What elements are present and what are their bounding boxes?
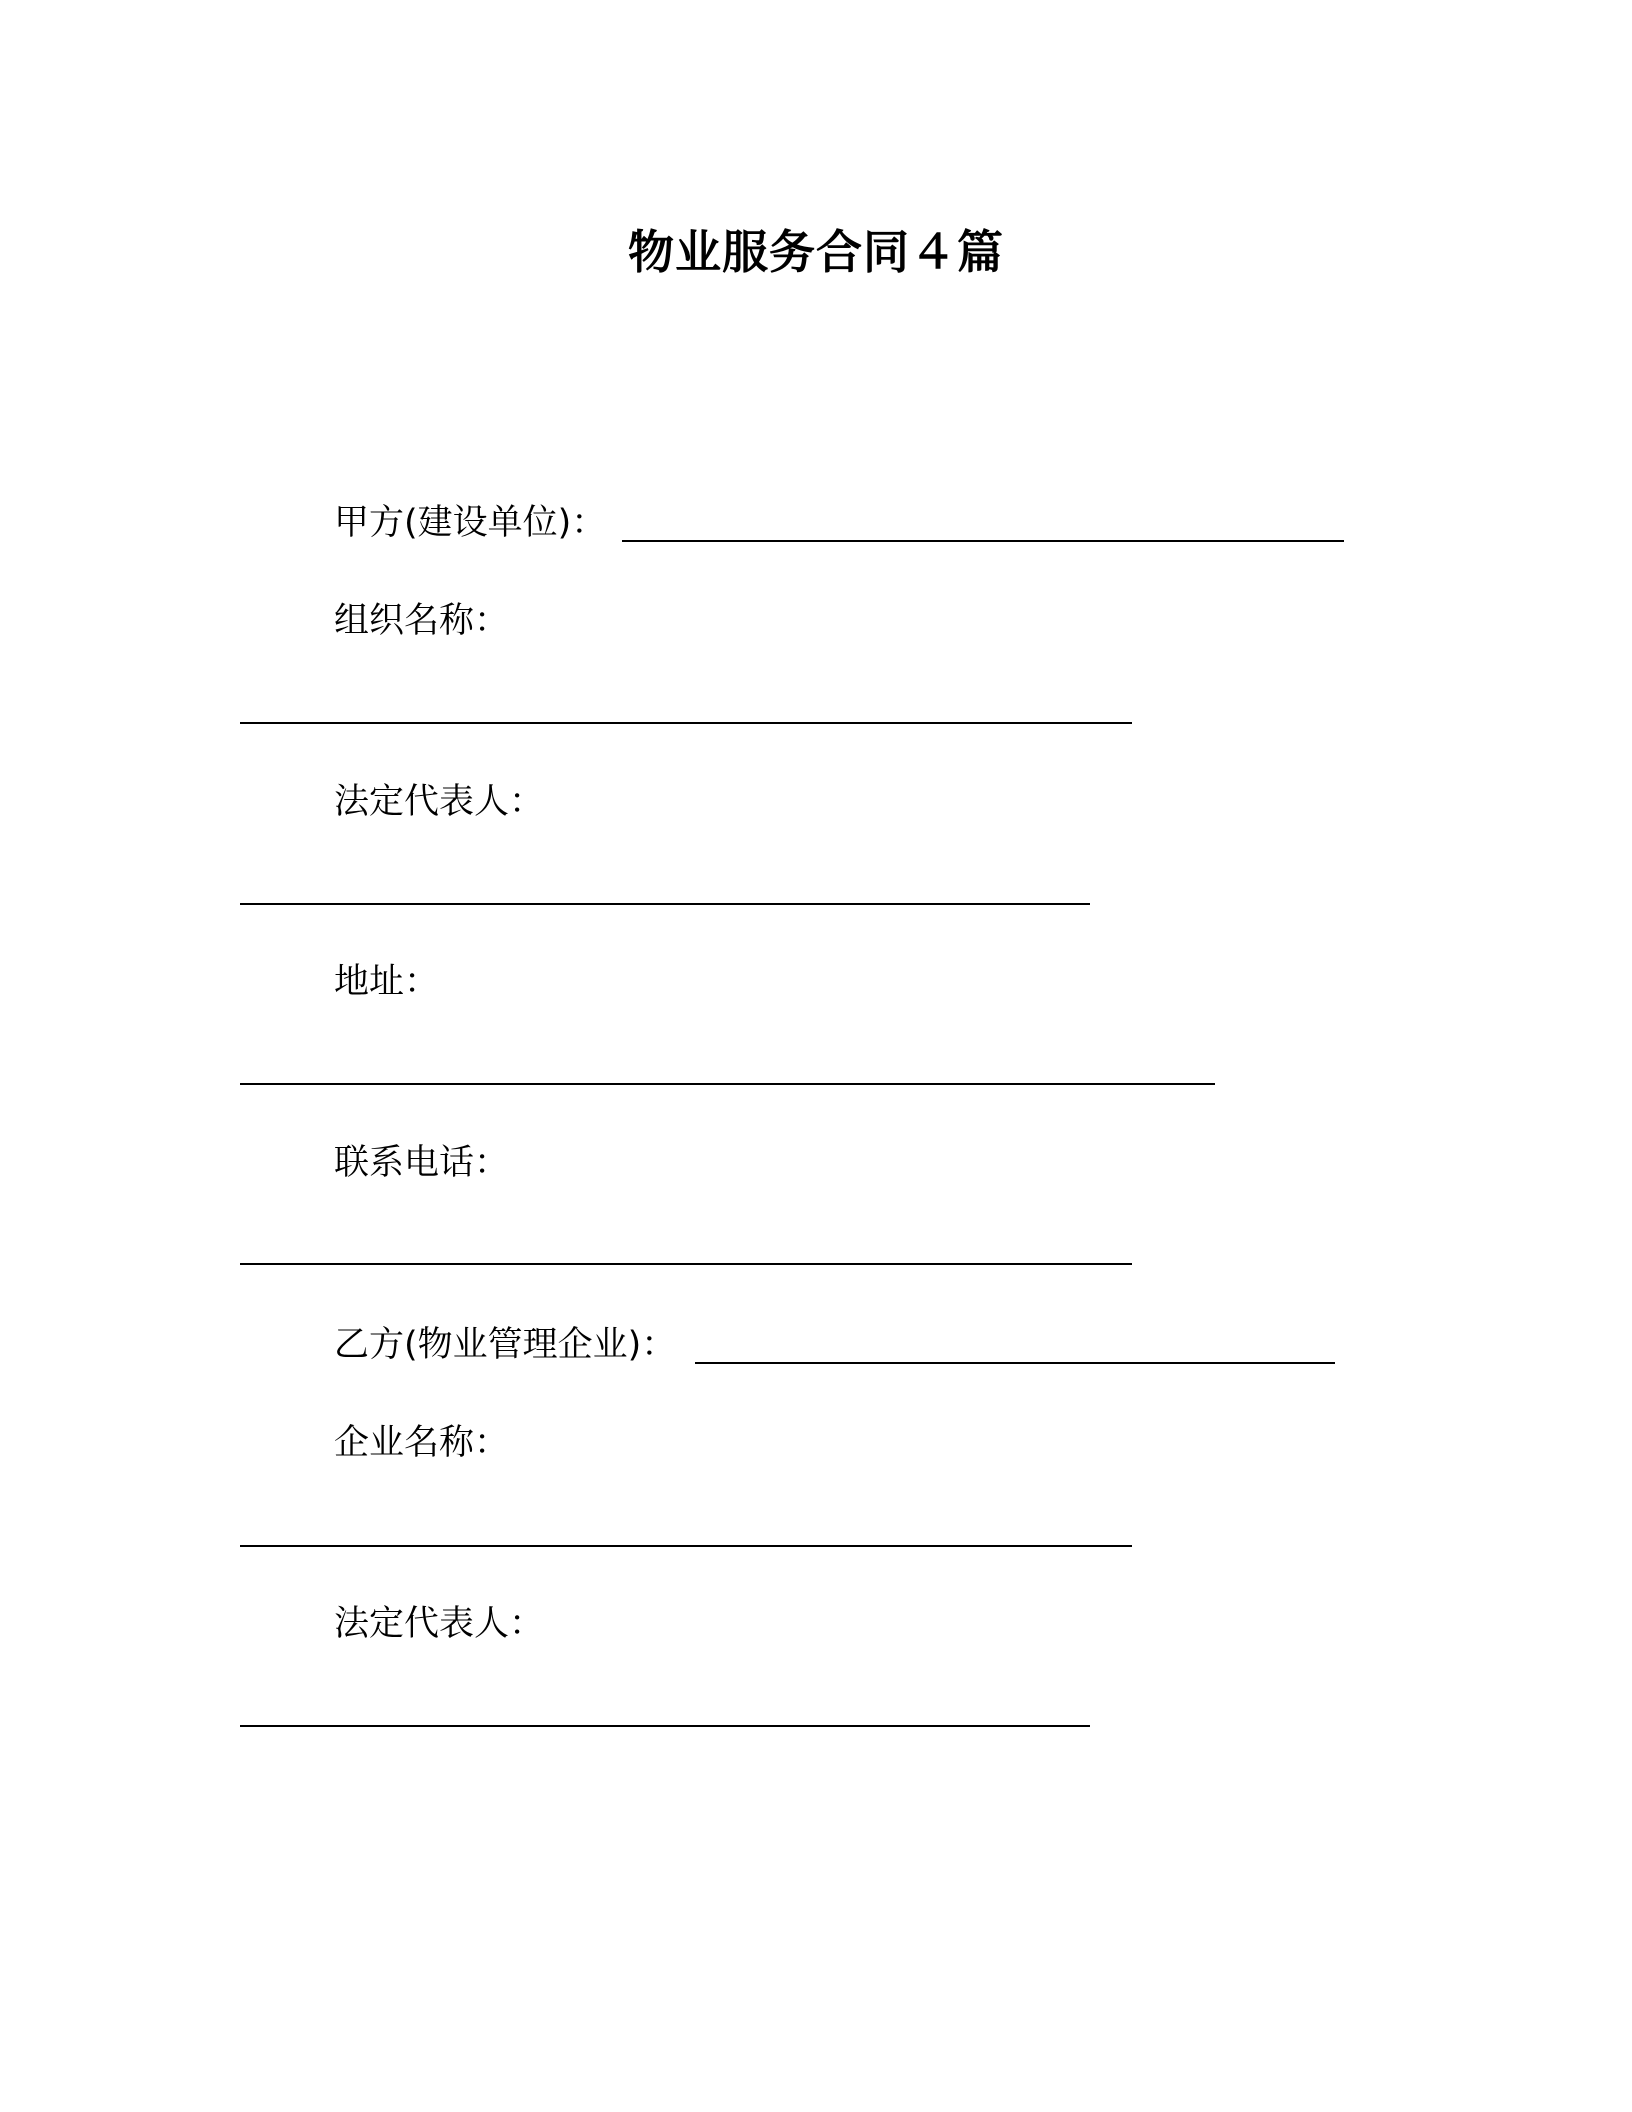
party-b-blank-line xyxy=(695,1362,1335,1364)
party-a-legal-representative-label: 法定代表人： xyxy=(334,782,545,822)
enterprise-name-label: 企业名称： xyxy=(334,1423,510,1463)
party-a-legal-representative-blank-line xyxy=(240,903,1090,905)
enterprise-name-blank-line xyxy=(240,1545,1132,1547)
phone-blank-line xyxy=(240,1263,1132,1265)
party-b-label: 乙方(物业管理企业)： xyxy=(334,1325,677,1365)
party-b-legal-representative-label: 法定代表人： xyxy=(334,1604,545,1644)
party-a-label: 甲方(建设单位)： xyxy=(334,503,607,543)
organization-name-label: 组织名称： xyxy=(334,601,510,641)
party-a-blank-line xyxy=(622,540,1344,542)
phone-label: 联系电话： xyxy=(334,1143,510,1183)
document-title: 物业服务合同４篇 xyxy=(628,225,1004,279)
organization-name-blank-line xyxy=(240,722,1132,724)
address-blank-line xyxy=(240,1083,1215,1085)
address-label: 地址： xyxy=(334,962,440,1002)
party-b-legal-representative-blank-line xyxy=(240,1725,1090,1727)
